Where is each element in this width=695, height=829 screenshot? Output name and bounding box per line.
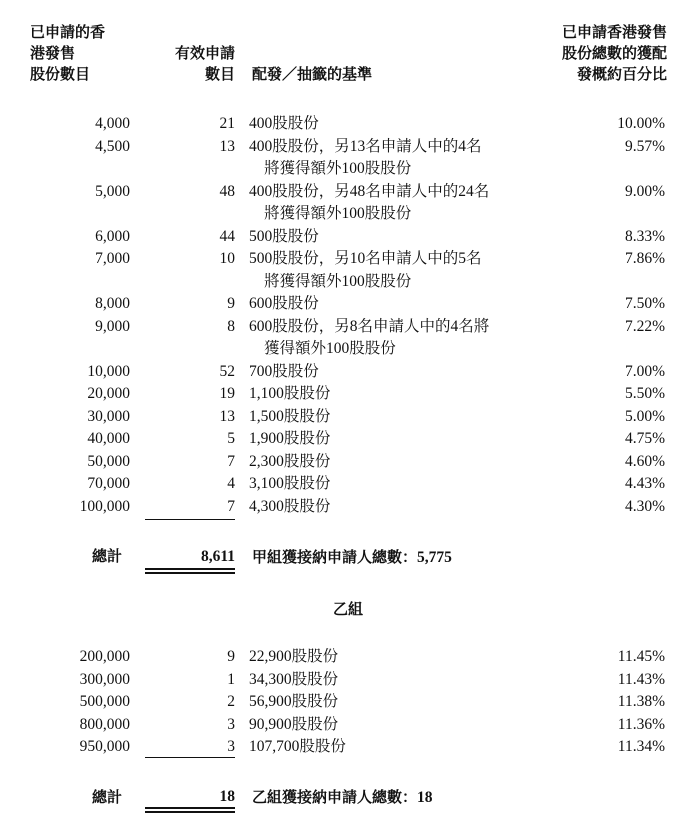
row-allocation-basis: 2,300股股份	[249, 452, 331, 470]
row-shares-applied: 9,000	[95, 317, 130, 335]
row-allocation-basis: 22,900股股份	[249, 648, 339, 665]
row-allocation-basis: 500股股份，另10名申請人中的5名	[249, 250, 482, 267]
group-b-total-label: 總計	[92, 788, 123, 806]
row-allocation-basis: 將獲得額外100股股份	[264, 272, 412, 290]
row-allocation-basis: 600股股份	[249, 295, 319, 312]
row-allocation-basis: 1,500股股份	[249, 407, 331, 425]
row-shares-applied: 5,000	[95, 182, 130, 200]
row-valid-applications: 13	[219, 137, 235, 155]
row-allocation-basis: 56,900股股份	[249, 693, 339, 710]
row-approx-percentage: 9.57%	[624, 137, 665, 155]
row-shares-applied: 100,000	[79, 497, 130, 515]
group-a-total-double-line-1	[145, 568, 235, 570]
row-approx-percentage: 10.00%	[617, 115, 665, 132]
header-approx-percentage: 已申請香港發售 股份總數的獲配 發概約百分比	[561, 23, 667, 83]
row-allocation-basis: 107,700股股份	[249, 738, 346, 755]
header-valid-applications: 有效申請 數目	[174, 44, 235, 83]
group-b-total-desc-label: 乙組獲接納申請人總數：	[252, 788, 418, 806]
row-shares-applied: 4,000	[95, 115, 130, 132]
row-shares-applied: 200,000	[79, 648, 130, 665]
group-b-total-value: 18	[219, 788, 235, 805]
row-allocation-basis: 將獲得額外100股股份	[264, 160, 412, 177]
row-valid-applications: 19	[219, 385, 235, 402]
group-b-total-desc-value: 18	[417, 789, 433, 806]
row-valid-applications: 21	[219, 115, 235, 132]
group-a-total-desc-value: 5,775	[417, 549, 452, 566]
group-b-total-desc	[252, 786, 433, 808]
row-valid-applications: 9	[227, 295, 235, 312]
row-approx-percentage: 11.34%	[617, 738, 665, 755]
row-valid-applications: 3	[227, 738, 235, 755]
group-b-title: 乙組	[333, 600, 364, 618]
row-shares-applied: 7,000	[95, 250, 130, 267]
row-allocation-basis: 1,900股股份	[249, 430, 331, 447]
row-approx-percentage: 7.22%	[624, 317, 665, 335]
group-a-total-desc	[252, 546, 452, 568]
row-allocation-basis: 獲得額外100股股份	[264, 340, 396, 357]
row-shares-applied: 50,000	[87, 452, 130, 470]
row-shares-applied: 40,000	[87, 430, 130, 447]
header-applied-shares: 已申請的香 港發售 股份數目	[30, 23, 106, 83]
row-approx-percentage: 4.75%	[624, 430, 665, 447]
row-shares-applied: 950,000	[79, 738, 130, 755]
row-valid-applications: 2	[227, 693, 235, 710]
row-allocation-basis: 400股股份，另13名申請人中的4名	[249, 137, 482, 155]
row-approx-percentage: 7.50%	[624, 295, 665, 312]
row-allocation-basis: 1,100股股份	[249, 385, 331, 402]
row-valid-applications: 7	[227, 497, 235, 515]
header-allocation-basis: 配發／抽籤的基準	[252, 65, 373, 83]
row-shares-applied: 6,000	[95, 227, 130, 245]
row-shares-applied: 10,000	[87, 362, 130, 380]
row-approx-percentage: 11.45%	[617, 648, 665, 665]
row-valid-applications: 44	[219, 227, 235, 245]
group-b-total-double-line-1	[145, 807, 235, 809]
row-valid-applications: 7	[227, 452, 235, 470]
row-valid-applications: 10	[219, 250, 235, 267]
row-allocation-basis: 400股股份，另48名申請人中的24名	[249, 182, 490, 200]
group-a-subtotal-line	[145, 519, 235, 520]
row-shares-applied: 30,000	[87, 407, 130, 425]
row-valid-applications: 3	[227, 715, 235, 733]
row-valid-applications: 4	[227, 475, 235, 492]
row-approx-percentage: 11.43%	[617, 670, 665, 688]
group-b-total-double-line-2	[145, 811, 235, 813]
row-valid-applications: 9	[227, 648, 235, 665]
row-allocation-basis: 將獲得額外100股股份	[264, 205, 412, 222]
row-approx-percentage: 5.50%	[624, 385, 665, 402]
row-approx-percentage: 4.30%	[624, 497, 665, 515]
row-shares-applied: 20,000	[87, 385, 130, 402]
row-shares-applied: 70,000	[87, 475, 130, 492]
group-b-subtotal-line	[145, 757, 235, 758]
row-approx-percentage: 5.00%	[624, 407, 665, 425]
group-a-total-label: 總計	[92, 547, 123, 565]
row-valid-applications: 52	[219, 362, 235, 380]
row-allocation-basis: 90,900股股份	[249, 715, 339, 733]
row-approx-percentage: 9.00%	[624, 182, 665, 200]
row-shares-applied: 300,000	[79, 670, 130, 688]
row-valid-applications: 1	[227, 670, 235, 688]
group-a-total-value: 8,611	[200, 548, 235, 565]
row-approx-percentage: 11.36%	[617, 715, 665, 733]
group-a-total-double-line-2	[145, 572, 235, 574]
row-approx-percentage: 7.00%	[624, 362, 665, 380]
row-approx-percentage: 4.43%	[624, 475, 665, 492]
row-allocation-basis: 700股股份	[249, 362, 319, 380]
row-approx-percentage: 7.86%	[624, 250, 665, 267]
row-allocation-basis: 3,100股股份	[249, 475, 331, 492]
row-allocation-basis: 4,300股股份	[249, 497, 331, 515]
row-valid-applications: 13	[219, 407, 235, 425]
row-approx-percentage: 8.33%	[624, 227, 665, 245]
group-a-total-desc-label: 甲組獲接納申請人總數：	[252, 548, 418, 566]
row-shares-applied: 4,500	[95, 137, 130, 155]
row-allocation-basis: 600股股份，另8名申請人中的4名將	[249, 317, 490, 335]
row-shares-applied: 8,000	[95, 295, 130, 312]
row-valid-applications: 8	[227, 317, 235, 335]
row-allocation-basis: 500股股份	[249, 227, 319, 245]
row-allocation-basis: 34,300股股份	[249, 670, 339, 688]
row-shares-applied: 800,000	[79, 715, 130, 733]
row-approx-percentage: 11.38%	[617, 693, 665, 710]
row-valid-applications: 5	[227, 430, 235, 447]
row-approx-percentage: 4.60%	[624, 452, 665, 470]
row-allocation-basis: 400股股份	[249, 115, 319, 132]
row-valid-applications: 48	[219, 182, 235, 200]
row-shares-applied: 500,000	[79, 693, 130, 710]
